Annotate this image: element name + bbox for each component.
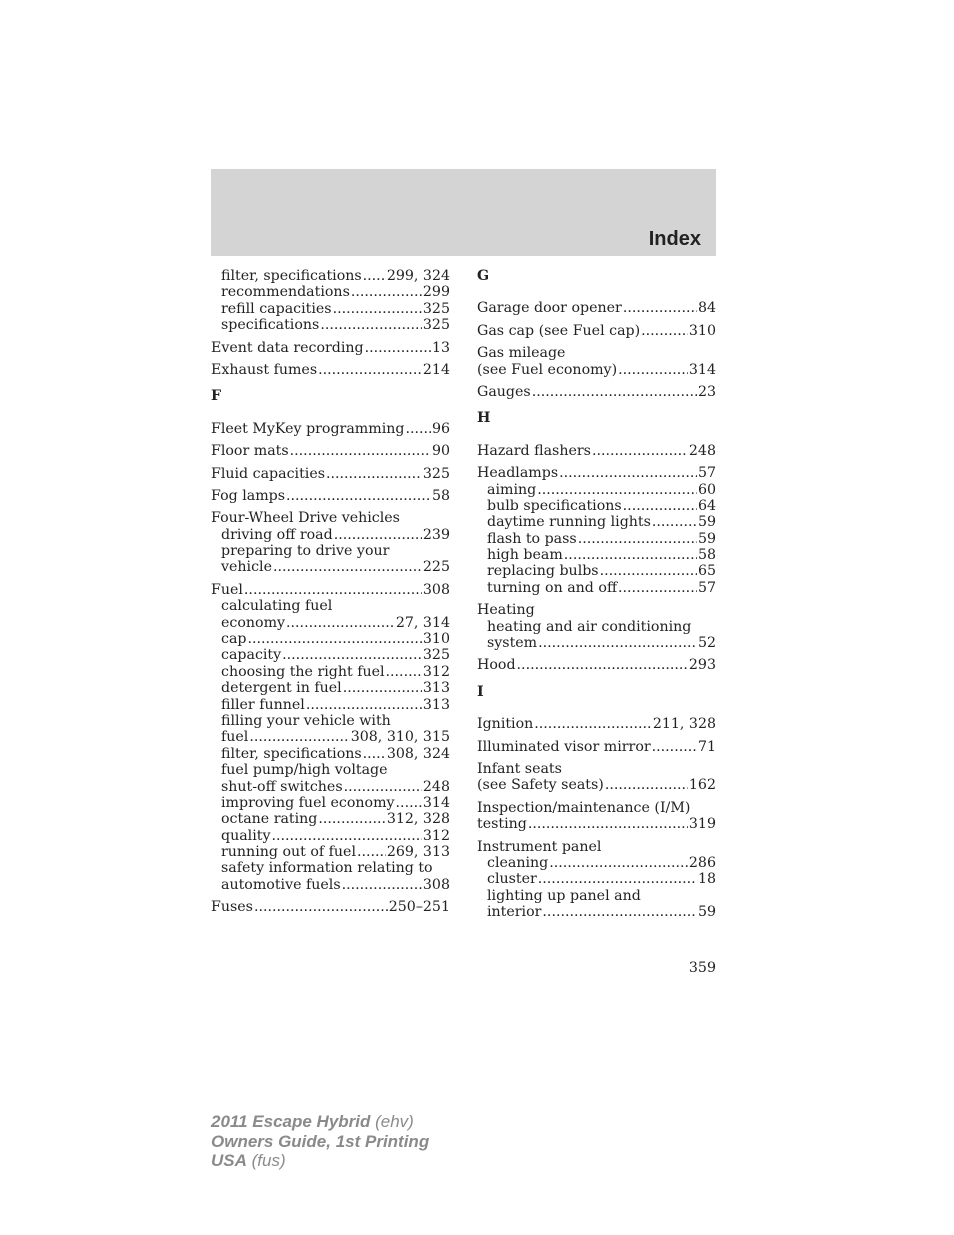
entry-page-ref: 308 xyxy=(422,876,450,893)
entry-label: Fluid capacities xyxy=(211,465,325,482)
index-subentry xyxy=(477,547,716,563)
entry-label: economy xyxy=(221,614,286,631)
entry-label: Infant seats xyxy=(477,760,562,777)
dot-leader xyxy=(532,384,697,400)
entry-page-ref: 71 xyxy=(697,738,716,755)
entry-page-ref: 325 xyxy=(422,300,450,317)
dot-leader xyxy=(318,362,422,378)
dot-leader xyxy=(344,779,422,795)
section-title: Index xyxy=(648,228,701,250)
entry-label: flash to pass xyxy=(487,530,577,547)
entry-page-ref: 313 xyxy=(422,696,450,713)
index-subentry xyxy=(211,268,450,284)
entry-label: specifications xyxy=(221,317,320,334)
footer-model: 2011 Escape Hybrid xyxy=(211,1112,371,1131)
entry-page-ref: 299 xyxy=(422,284,450,301)
index-subentry xyxy=(211,844,450,860)
entry-page-ref: 313 xyxy=(422,680,450,697)
index-entry xyxy=(211,340,450,356)
entry-label: Hood xyxy=(477,657,516,674)
footer-line-2 xyxy=(211,1132,429,1152)
index-entry xyxy=(211,421,450,437)
entry-label: calculating fuel xyxy=(221,598,333,615)
entry-label: driving off road xyxy=(221,526,333,543)
entry-label: Exhaust fumes xyxy=(211,361,318,378)
index-group xyxy=(211,582,450,893)
dot-leader xyxy=(286,488,431,504)
entry-page-ref: 90 xyxy=(431,443,450,460)
index-subentry xyxy=(477,580,716,596)
index-subentry xyxy=(477,482,716,498)
entry-label: Heating xyxy=(477,602,535,619)
index-column-right xyxy=(477,268,716,927)
index-group xyxy=(477,657,716,673)
entry-label: system xyxy=(487,635,538,652)
entry-label: daytime running lights xyxy=(487,514,651,531)
entry-page-ref: 310 xyxy=(422,631,450,648)
index-group xyxy=(211,443,450,459)
entry-page-ref: 60 xyxy=(697,481,716,498)
entry-label: aiming xyxy=(487,481,537,498)
dot-leader xyxy=(538,871,697,887)
index-subentry xyxy=(211,647,450,663)
entry-label: Gas mileage xyxy=(477,345,566,362)
entry-page-ref: 84 xyxy=(697,300,716,317)
entry-page-ref: 225 xyxy=(422,559,450,576)
index-group xyxy=(477,345,716,378)
dot-leader xyxy=(538,635,697,651)
index-entry xyxy=(477,816,716,832)
entry-label: Hazard flashers xyxy=(477,442,591,459)
entry-label: Event data recording xyxy=(211,339,364,356)
index-entry xyxy=(477,345,716,361)
entry-label: safety information relating to xyxy=(221,860,433,877)
index-entry xyxy=(477,443,716,459)
index-subentry xyxy=(211,615,450,631)
dot-leader xyxy=(623,498,697,514)
dot-leader xyxy=(641,323,688,339)
entry-label: Gauges xyxy=(477,383,531,400)
entry-page-ref: 269, 313 xyxy=(386,844,450,861)
index-group xyxy=(211,488,450,504)
entry-label: Gas cap (see Fuel cap) xyxy=(477,322,641,339)
footer-model-code: (ehv) xyxy=(370,1112,414,1131)
dot-leader xyxy=(600,563,697,579)
dot-leader xyxy=(578,531,697,547)
footer-edition: Owners Guide, 1st Printing xyxy=(211,1131,430,1151)
entry-label: Illuminated visor mirror xyxy=(477,738,651,755)
dot-leader xyxy=(244,582,422,598)
entry-label: fuel pump/high voltage xyxy=(221,762,388,779)
dot-leader xyxy=(534,716,652,732)
entry-page-ref: 312 xyxy=(422,663,450,680)
index-group xyxy=(211,268,450,334)
index-column-left xyxy=(211,268,450,922)
dot-leader xyxy=(273,559,422,575)
footer-region: USA xyxy=(211,1151,247,1170)
entry-page-ref: 319 xyxy=(688,816,716,833)
entry-page-ref: 214 xyxy=(422,361,450,378)
dot-leader xyxy=(592,443,688,459)
dot-leader xyxy=(618,362,688,378)
index-subentry xyxy=(477,855,716,871)
entry-label: filter, specifications xyxy=(221,268,362,284)
entry-page-ref: 59 xyxy=(697,904,716,921)
index-subentry xyxy=(211,598,450,614)
index-group xyxy=(211,466,450,482)
index-subentry xyxy=(211,317,450,333)
index-entry xyxy=(211,443,450,459)
entry-label: fuel xyxy=(221,729,249,746)
index-group xyxy=(477,716,716,732)
footer-line-1 xyxy=(211,1112,429,1132)
entry-page-ref: 211, 328 xyxy=(652,716,716,733)
index-subentry xyxy=(211,779,450,795)
dot-leader xyxy=(357,844,386,860)
index-entry xyxy=(477,716,716,732)
index-subentry xyxy=(477,531,716,547)
entry-label: high beam xyxy=(487,547,563,564)
dot-leader xyxy=(282,647,422,663)
index-group xyxy=(477,300,716,316)
entry-label: octane rating xyxy=(221,811,318,828)
entry-label: capacity xyxy=(221,647,282,664)
entry-label: shut-off switches xyxy=(221,778,343,795)
entry-label: Fog lamps xyxy=(211,487,286,504)
index-subentry xyxy=(211,795,450,811)
index-entry xyxy=(477,800,716,816)
index-subentry xyxy=(477,635,716,651)
entry-page-ref: 314 xyxy=(688,361,716,378)
index-group xyxy=(477,384,716,400)
dot-leader xyxy=(652,739,697,755)
index-entry xyxy=(477,761,716,777)
entry-label: replacing bulbs xyxy=(487,563,599,580)
dot-leader xyxy=(386,664,422,680)
entry-label: cap xyxy=(221,631,247,648)
entry-page-ref: 314 xyxy=(422,794,450,811)
index-group xyxy=(477,465,716,596)
index-subentry xyxy=(211,877,450,893)
index-group xyxy=(211,510,450,576)
dot-leader xyxy=(537,482,697,498)
index-subentry xyxy=(477,619,716,635)
index-entry xyxy=(477,602,716,618)
entry-label: Floor mats xyxy=(211,443,289,460)
index-subentry xyxy=(211,664,450,680)
dot-leader xyxy=(618,580,697,596)
index-subentry xyxy=(211,301,450,317)
dot-leader xyxy=(542,904,697,920)
dot-leader xyxy=(623,300,697,316)
index-entry xyxy=(477,323,716,339)
entry-label: vehicle xyxy=(221,559,272,576)
dot-leader xyxy=(363,268,386,284)
dot-leader xyxy=(326,466,422,482)
entry-label: Fuel xyxy=(211,581,243,598)
index-group xyxy=(211,340,450,356)
entry-label: heating and air conditioning xyxy=(487,618,692,635)
entry-page-ref: 325 xyxy=(422,317,450,334)
index-subentry xyxy=(477,563,716,579)
entry-label: improving fuel economy xyxy=(221,794,395,811)
dot-leader xyxy=(342,877,422,893)
footer xyxy=(211,1112,429,1171)
dot-leader xyxy=(396,795,422,811)
index-group xyxy=(477,323,716,339)
entry-page-ref: 308, 310, 315 xyxy=(350,729,450,746)
index-group xyxy=(477,761,716,794)
index-letter-heading: H xyxy=(477,410,491,427)
entry-page-ref: 64 xyxy=(697,497,716,514)
dot-leader xyxy=(333,301,422,317)
index-group xyxy=(477,800,716,833)
entry-label: Garage door opener xyxy=(477,300,622,317)
entry-label: quality xyxy=(221,827,271,844)
entry-page-ref: 52 xyxy=(697,635,716,652)
index-entry xyxy=(211,362,450,378)
dot-leader xyxy=(306,697,422,713)
index-subentry xyxy=(477,888,716,904)
entry-page-ref: 310 xyxy=(688,322,716,339)
dot-leader xyxy=(405,421,430,437)
dot-leader xyxy=(365,340,431,356)
entry-label: refill capacities xyxy=(221,300,332,317)
index-entry xyxy=(477,739,716,755)
entry-page-ref: 27, 314 xyxy=(395,614,450,631)
index-entry xyxy=(477,300,716,316)
entry-page-ref: 239 xyxy=(422,526,450,543)
dot-leader xyxy=(517,657,688,673)
dot-leader xyxy=(286,615,395,631)
entry-page-ref: 57 xyxy=(697,465,716,482)
index-letter-heading: I xyxy=(477,683,484,700)
entry-label: Headlamps xyxy=(477,465,559,482)
entry-label: detergent in fuel xyxy=(221,680,342,697)
index-subentry xyxy=(477,904,716,920)
dot-leader xyxy=(363,746,386,762)
header-band xyxy=(211,169,716,256)
dot-leader xyxy=(652,514,697,530)
entry-page-ref: 18 xyxy=(697,871,716,888)
entry-page-ref: 286 xyxy=(688,854,716,871)
dot-leader xyxy=(290,443,431,459)
index-entry xyxy=(477,384,716,400)
entry-page-ref: 308, 324 xyxy=(386,745,450,762)
entry-label: filler funnel xyxy=(221,696,305,713)
dot-leader xyxy=(351,284,422,300)
entry-label: filling your vehicle with xyxy=(221,712,391,729)
index-entry xyxy=(211,466,450,482)
index-subentry xyxy=(211,811,450,827)
entry-label: Ignition xyxy=(477,716,534,733)
index-subentry xyxy=(211,680,450,696)
index-subentry xyxy=(211,828,450,844)
index-entry xyxy=(211,899,450,915)
dot-leader xyxy=(249,729,349,745)
index-letter-heading: F xyxy=(211,388,222,405)
dot-leader xyxy=(343,680,422,696)
entry-page-ref: 325 xyxy=(422,465,450,482)
entry-page-ref: 162 xyxy=(688,777,716,794)
entry-page-ref: 23 xyxy=(697,383,716,400)
index-group xyxy=(477,443,716,459)
entry-page-ref: 96 xyxy=(431,420,450,437)
dot-leader xyxy=(528,816,688,832)
entry-label: Four-Wheel Drive vehicles xyxy=(211,510,400,527)
dot-leader xyxy=(549,855,688,871)
entry-page-ref: 58 xyxy=(697,547,716,564)
entry-page-ref: 57 xyxy=(697,579,716,596)
footer-line-3 xyxy=(211,1151,429,1171)
entry-label: turning on and off xyxy=(487,579,618,596)
index-subentry xyxy=(211,284,450,300)
index-entry xyxy=(477,465,716,481)
entry-label: (see Fuel economy) xyxy=(477,361,618,378)
entry-page-ref: 59 xyxy=(697,530,716,547)
entry-page-ref: 293 xyxy=(688,657,716,674)
entry-label: Fuses xyxy=(211,899,253,916)
index-subentry xyxy=(477,871,716,887)
entry-label: running out of fuel xyxy=(221,844,356,861)
entry-page-ref: 250–251 xyxy=(388,899,450,916)
entry-label: Instrument panel xyxy=(477,838,602,855)
index-subentry xyxy=(211,559,450,575)
index-entry xyxy=(211,488,450,504)
index-group xyxy=(211,899,450,915)
entry-page-ref: 248 xyxy=(688,442,716,459)
entry-page-ref: 325 xyxy=(422,647,450,664)
dot-leader xyxy=(271,828,421,844)
page-number: 359 xyxy=(688,960,716,976)
index-subentry xyxy=(211,861,450,877)
entry-label: cluster xyxy=(487,871,537,888)
index-entry xyxy=(477,362,716,378)
index-subentry xyxy=(211,729,450,745)
dot-leader xyxy=(254,899,388,915)
index-subentry xyxy=(211,713,450,729)
index-group xyxy=(477,602,716,651)
entry-label: bulb specifications xyxy=(487,497,622,514)
index-entry xyxy=(477,777,716,793)
index-subentry xyxy=(477,514,716,530)
index-subentry xyxy=(211,746,450,762)
dot-leader xyxy=(605,777,688,793)
index-subentry xyxy=(211,527,450,543)
entry-page-ref: 13 xyxy=(431,339,450,356)
dot-leader xyxy=(334,527,422,543)
entry-page-ref: 58 xyxy=(431,487,450,504)
index-group xyxy=(477,839,716,921)
index-group xyxy=(477,739,716,755)
index-subentry xyxy=(211,543,450,559)
entry-label: filter, specifications xyxy=(221,745,362,762)
entry-label: preparing to drive your xyxy=(221,543,390,560)
index-entry xyxy=(211,510,450,526)
index-subentry xyxy=(211,762,450,778)
index-entry xyxy=(477,657,716,673)
entry-page-ref: 308 xyxy=(422,581,450,598)
index-entry xyxy=(477,839,716,855)
dot-leader xyxy=(320,317,422,333)
entry-page-ref: 312, 328 xyxy=(386,811,450,828)
entry-page-ref: 59 xyxy=(697,514,716,531)
entry-label: Fleet MyKey programming xyxy=(211,420,405,437)
entry-page-ref: 248 xyxy=(422,778,450,795)
dot-leader xyxy=(564,547,697,563)
footer-region-code: (fus) xyxy=(246,1151,286,1170)
dot-leader xyxy=(559,465,697,481)
entry-label: testing xyxy=(477,816,527,833)
entry-label: automotive fuels xyxy=(221,876,341,893)
index-subentry xyxy=(211,631,450,647)
index-subentry xyxy=(477,498,716,514)
dot-leader xyxy=(248,631,422,647)
entry-page-ref: 299, 324 xyxy=(386,268,450,284)
entry-label: Inspection/maintenance (I/M) xyxy=(477,799,691,816)
index-entry xyxy=(211,582,450,598)
dot-leader xyxy=(318,811,385,827)
entry-label: choosing the right fuel xyxy=(221,663,385,680)
entry-page-ref: 312 xyxy=(422,827,450,844)
entry-label: recommendations xyxy=(221,284,350,301)
index-group xyxy=(211,421,450,437)
entry-label: cleaning xyxy=(487,854,549,871)
entry-label: (see Safety seats) xyxy=(477,777,604,794)
entry-page-ref: 65 xyxy=(697,563,716,580)
index-group xyxy=(211,362,450,378)
index-letter-heading: G xyxy=(477,268,490,284)
entry-label: lighting up panel and xyxy=(487,887,641,904)
index-subentry xyxy=(211,697,450,713)
entry-label: interior xyxy=(487,904,542,921)
